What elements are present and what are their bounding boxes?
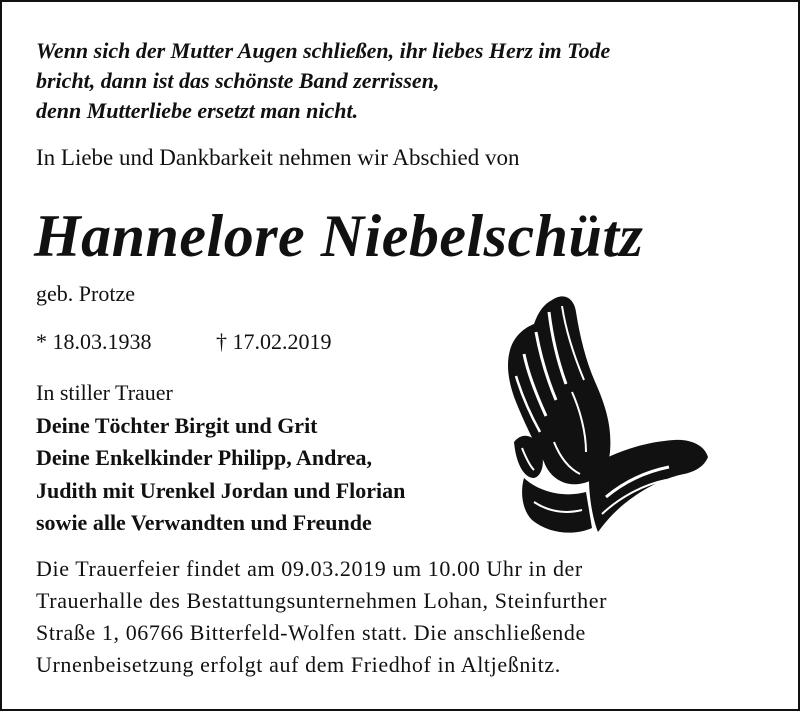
memorial-verse [36,36,756,126]
death-date: † 17.02.2019 [216,329,332,354]
maiden-name: geb. Protze [36,281,135,306]
farewell-intro: In Liebe und Dankbarkeit nehmen wir Abschied von [36,145,520,170]
service-line: Trauerhalle des Bestattungsunternehmen Lohan, Steinfurther [36,588,608,613]
verse-line: bricht, dann ist das schönste Band zerrissen, [36,68,440,93]
birth-date: * 18.03.1938 [36,329,152,354]
verse-line: Wenn sich der Mutter Augen schließen, ihr liebes Herz im Tode [36,38,611,63]
praying-hands-icon [494,292,714,542]
mourner-line: sowie alle Verwandten und Freunde [36,510,372,535]
mourner-line: Deine Enkelkinder Philipp, Andrea, [36,445,372,470]
mourner-line: Judith mit Urenkel Jordan und Florian [36,477,406,503]
life-dates [36,329,332,355]
mourning-lead: In stiller Trauer [36,380,173,405]
verse-line: denn Mutterliebe ersetzt man nicht. [36,98,359,123]
service-line: Die Trauerfeier findet am 09.03.2019 um 10.00 Uhr in der [36,556,583,581]
service-line: Urnenbeisetzung erfolgt auf dem Friedhof in Altjeßnitz. [36,652,561,677]
mourner-line: Deine Töchter Birgit und Grit [36,412,318,438]
mourners-list [36,377,506,540]
deceased-name: Hannelore Niebelschütz [34,203,644,269]
funeral-service-info [36,553,776,681]
service-line: Straße 1, 06766 Bitterfeld-Wolfen statt. Die anschließende [36,620,586,645]
